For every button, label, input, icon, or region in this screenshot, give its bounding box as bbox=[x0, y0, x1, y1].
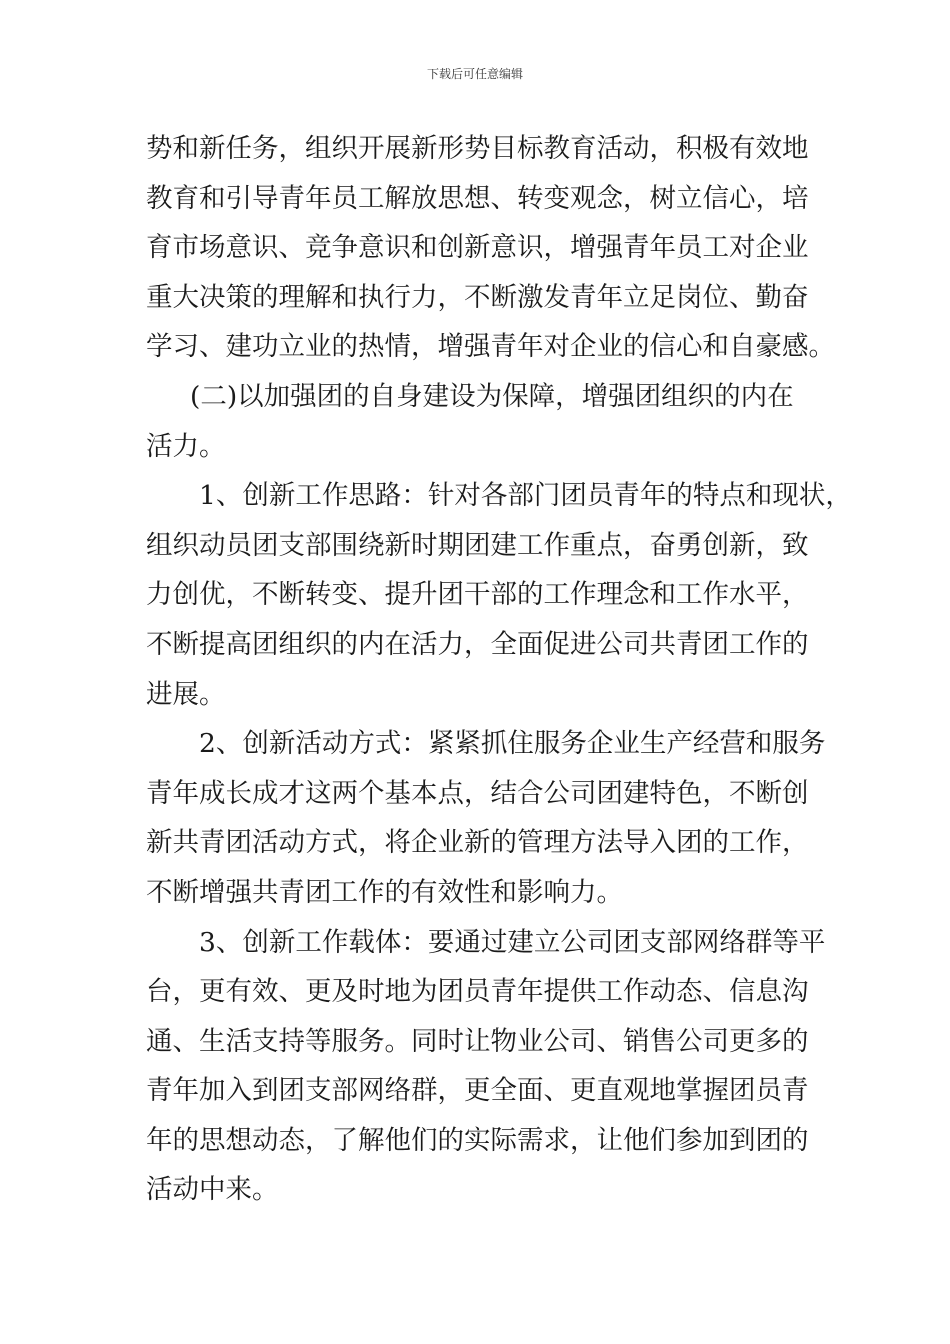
text-line: 势和新任务，组织开展新形势目标教育活动，积极有效地 bbox=[146, 133, 809, 164]
text-line: 活动中来。 bbox=[146, 1174, 279, 1206]
text-line: 不断提高团组织的内在活力，全面促进公司共青团工作的 bbox=[146, 628, 809, 660]
document-body bbox=[146, 124, 852, 1215]
text-line: 新共青团活动方式，将企业新的管理方法导入团的工作， bbox=[146, 827, 809, 859]
text-line: 教育和引导青年员工解放思想、转变观念，树立信心，培 bbox=[146, 182, 809, 214]
text-line: 育市场意识、竞争意识和创新意识，增强青年员工对企业 bbox=[146, 232, 809, 264]
paragraph-start: 2、创新活动方式：紧紧抓住服务企业生产经营和服务 bbox=[199, 728, 826, 760]
text-line: 进展。 bbox=[146, 678, 226, 710]
text-line: 活力。 bbox=[146, 430, 226, 462]
text-line: 组织动员团支部围绕新时期团建工作重点，奋勇创新，致 bbox=[146, 529, 809, 561]
text-line: 台，更有效、更及时地为团员青年提供工作动态、信息沟 bbox=[146, 976, 809, 1008]
text-line: 青年成长成才这两个基本点，结合公司团建特色，不断创 bbox=[146, 777, 809, 809]
text-line: 力创优，不断转变、提升团干部的工作理念和工作水平， bbox=[146, 579, 809, 611]
text-line: 青年加入到团支部网络群，更全面、更直观地掌握团员青 bbox=[146, 1075, 809, 1107]
text-line: 重大决策的理解和执行力，不断激发青年立足岗位、勤奋 bbox=[146, 281, 809, 313]
text-line: 通、生活支持等服务。同时让物业公司、销售公司更多的 bbox=[146, 1025, 809, 1057]
text-line: 年的思想动态，了解他们的实际需求，让他们参加到团的 bbox=[146, 1124, 809, 1156]
section-heading: (二)以加强团的自身建设为保障，增强团组织的内在 bbox=[190, 380, 794, 412]
paragraph-start: 3、创新工作载体：要通过建立公司团支部网络群等平 bbox=[199, 926, 826, 958]
paragraph-start: 1、创新工作思路：针对各部门团员青年的特点和现状， bbox=[199, 480, 852, 512]
page-header: 下载后可任意编辑 bbox=[426, 67, 523, 81]
text-line: 不断增强共青团工作的有效性和影响力。 bbox=[146, 876, 623, 908]
text-line: 学习、建功立业的热情，增强青年对企业的信心和自豪感。 bbox=[146, 331, 835, 363]
